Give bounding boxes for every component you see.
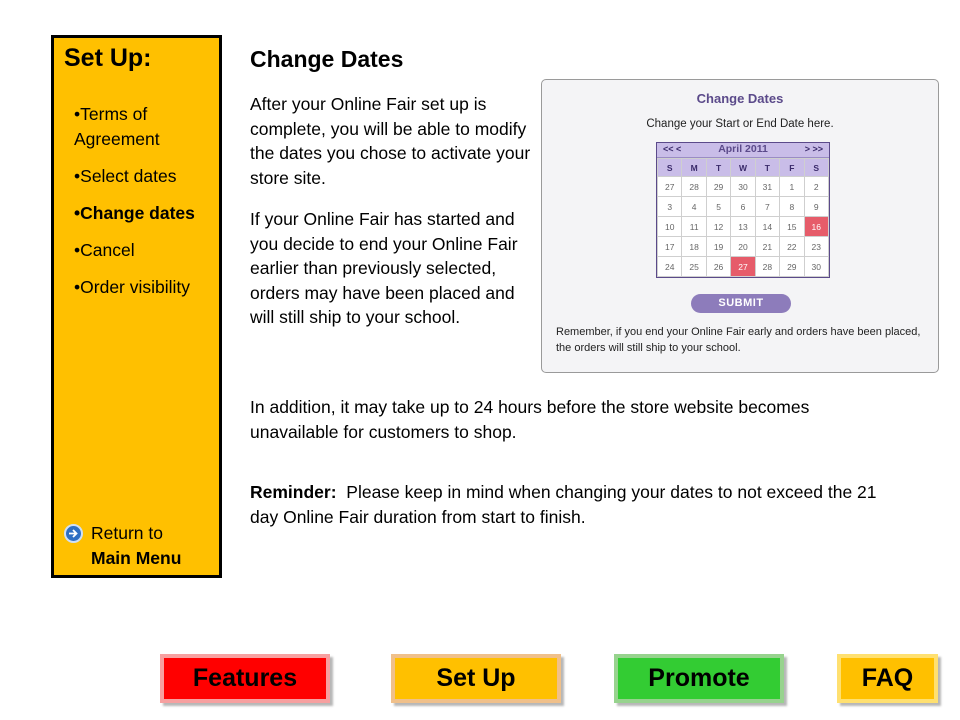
panel-note: Remember, if you end your Online Fair early and orders have been placed, the orders will still ship to your school. [556,326,921,354]
calendar-day[interactable]: 8 [780,197,804,217]
panel-title: Change Dates [696,91,784,106]
calendar-month: April 2011 [718,143,768,155]
calendar-day[interactable]: 17 [658,237,682,257]
calendar-weekday: T [755,159,779,177]
calendar-day[interactable]: 18 [682,237,706,257]
calendar-day[interactable]: 12 [706,217,730,237]
calendar-weekday: T [706,159,730,177]
calendar-week-row [658,177,829,197]
calendar-day[interactable]: 3 [658,197,682,217]
calendar-weekday: F [780,159,804,177]
calendar-day[interactable]: 26 [706,257,730,277]
sidebar-item-cancel[interactable]: • Cancel [74,238,209,263]
calendar-day[interactable]: 29 [706,177,730,197]
calendar-day[interactable]: 13 [731,217,755,237]
paragraph-24-hours: In addition, it may take up to 24 hours before the store website becomes unavailable for customers to shop. [250,397,810,442]
calendar-next-button[interactable]: > >> [804,144,823,154]
nav-faq-button[interactable]: FAQ [837,654,938,703]
return-line2: Main Menu [91,548,182,568]
calendar-day[interactable]: 6 [731,197,755,217]
calendar-day[interactable]: 20 [731,237,755,257]
calendar-prev-button[interactable]: << < [663,144,682,154]
calendar-day[interactable]: 30 [804,257,828,277]
calendar-weekday: M [682,159,706,177]
calendar-day[interactable]: 5 [706,197,730,217]
calendar-weekday-row [658,159,829,177]
sidebar-item-order-visibility[interactable]: • Order visibility [74,275,209,300]
return-to-main-menu-link[interactable] [64,521,181,571]
calendar-day[interactable]: 21 [755,237,779,257]
setup-steps-list [74,102,209,312]
arrow-right-circle-icon [64,524,83,543]
calendar-day[interactable]: 28 [755,257,779,277]
nav-setup-button[interactable]: Set Up [391,654,561,703]
reminder-text: Please keep in mind when changing your dates to not exceed the 21 day Online Fair duration from start to finish. [250,482,877,527]
calendar-days [658,177,829,277]
paragraph-intro: After your Online Fair set up is complete, you will be able to modify the dates you chose to activate your store site. [250,94,531,188]
calendar-week-row [658,197,829,217]
calendar-day[interactable]: 29 [780,257,804,277]
paragraph-early-end: If your Online Fair has started and you decide to end your Online Fair earlier than previously selected, orders may have been placed and will still ship to your school. [250,209,518,327]
change-dates-panel [541,79,939,373]
calendar-day[interactable]: 1 [780,177,804,197]
calendar-day[interactable]: 25 [682,257,706,277]
calendar-weekday: S [804,159,828,177]
panel-subtitle: Change your Start or End Date here. [646,118,834,130]
calendar-day[interactable]: 9 [804,197,828,217]
calendar-day[interactable]: 19 [706,237,730,257]
sidebar-title: Set Up: [64,44,152,72]
calendar-weekday: W [731,159,755,177]
calendar-day[interactable]: 22 [780,237,804,257]
calendar-header [657,143,829,158]
date-picker-calendar [656,142,830,278]
calendar-day[interactable]: 10 [658,217,682,237]
return-line1: Return to [91,523,163,543]
calendar-week-row [658,237,829,257]
nav-promote-button[interactable]: Promote [614,654,784,703]
calendar-day[interactable]: 24 [658,257,682,277]
calendar-day[interactable]: 28 [682,177,706,197]
paragraph-reminder [250,480,890,529]
page-title: Change Dates [250,46,404,72]
sidebar-item-change-dates[interactable]: • Change dates [74,201,209,226]
sidebar-item-select-dates[interactable]: • Select dates [74,164,209,189]
submit-button[interactable]: SUBMIT [691,294,791,313]
calendar-day[interactable]: 4 [682,197,706,217]
calendar-day[interactable]: 2 [804,177,828,197]
return-link-text [91,521,181,571]
reminder-label: Reminder: [250,482,337,502]
calendar-weekday: S [658,159,682,177]
calendar-day[interactable]: 31 [755,177,779,197]
calendar-day[interactable]: 7 [755,197,779,217]
calendar-day-selected[interactable]: 27 [731,257,755,277]
calendar-day[interactable]: 15 [780,217,804,237]
setup-sidebar [51,35,222,578]
calendar-day[interactable]: 30 [731,177,755,197]
calendar-week-row [658,257,829,277]
calendar-day[interactable]: 27 [658,177,682,197]
nav-features-button[interactable]: Features [160,654,330,703]
sidebar-item-terms[interactable]: • Terms of Agreement [74,102,209,152]
calendar-day[interactable]: 11 [682,217,706,237]
calendar-day-selected[interactable]: 16 [804,217,828,237]
calendar-day[interactable]: 23 [804,237,828,257]
calendar-day[interactable]: 14 [755,217,779,237]
calendar-grid [657,158,829,277]
calendar-week-row [658,217,829,237]
